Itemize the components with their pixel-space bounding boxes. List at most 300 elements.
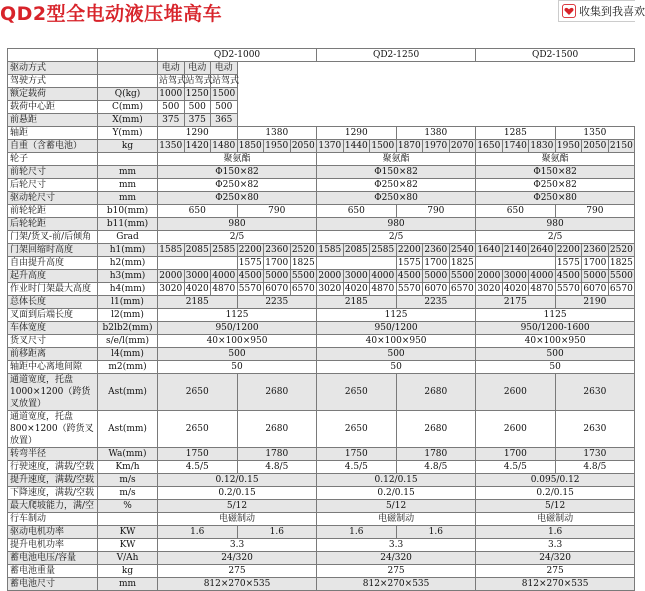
row-unit: l4(mm) <box>98 348 158 361</box>
value-cell: 1750 <box>158 448 238 461</box>
table-row <box>8 411 635 448</box>
value-cell: 2175 <box>476 296 556 309</box>
table-row <box>8 500 635 513</box>
header-cell <box>8 49 98 62</box>
row-label: 下降速度，满载/空载 <box>8 487 98 500</box>
row-unit: mm <box>98 192 158 205</box>
value-cell: 2360 <box>265 244 289 255</box>
row-label: 提升速度，满载/空载 <box>8 474 98 487</box>
row-label: 通道宽度，托盘 800×1200（跨货叉放置） <box>8 411 98 448</box>
row-unit: mm <box>98 578 158 591</box>
table-row <box>8 322 635 335</box>
value-cell: Φ250×80 <box>158 192 317 205</box>
table-row <box>8 526 635 539</box>
value-cell: 2680 <box>396 374 476 411</box>
row-label: 蓄电池电压/容量 <box>8 552 98 565</box>
value-cell: 980 <box>476 218 635 231</box>
table-row <box>8 153 635 166</box>
table-row <box>8 361 635 374</box>
row-label: 轮子 <box>8 153 98 166</box>
value-cell: 5570 <box>556 283 580 294</box>
value-cell: 1420 <box>185 140 209 151</box>
value-cell: 5570 <box>238 283 262 294</box>
value-cell: 5000 <box>265 270 289 281</box>
value-cell: 2185 <box>158 296 238 309</box>
row-label: 起升高度 <box>8 270 98 283</box>
row-label: 自重（含蓄电池） <box>8 140 98 153</box>
value-cell: 24/320 <box>158 552 317 565</box>
value-cell: 6570 <box>450 283 474 294</box>
value-cell: 站驾式 <box>159 75 187 86</box>
row-label: 前轮轮距 <box>8 205 98 218</box>
value-cell: Φ150×82 <box>476 166 635 179</box>
row-unit: Wa(mm) <box>98 448 158 461</box>
value-cell: 500 <box>158 101 185 114</box>
row-unit: h2(mm) <box>98 257 158 270</box>
row-label: 货叉尺寸 <box>8 335 98 348</box>
value-cell: 1870 <box>397 140 421 151</box>
row-unit: l2(mm) <box>98 309 158 322</box>
value-cell: 4.8/5 <box>396 461 476 474</box>
value-cell: 1700 <box>424 257 448 268</box>
value-cell: 4.8/5 <box>555 461 635 474</box>
row-unit: Ast(mm) <box>98 411 158 448</box>
value-cell: 2/5 <box>476 231 635 244</box>
table-row <box>8 231 635 244</box>
table-row <box>8 487 635 500</box>
value-cell: 5/12 <box>317 500 476 513</box>
table-row <box>8 127 635 140</box>
value-cell: 4870 <box>371 283 395 294</box>
table-row <box>8 114 635 127</box>
value-cell: 4000 <box>371 270 395 281</box>
heart-icon <box>562 4 576 18</box>
value-cell: 1740 <box>503 140 527 151</box>
table-row <box>8 374 635 411</box>
value-cell: 2200 <box>397 244 421 255</box>
row-label: 最大爬坡能力，满/空 <box>8 500 98 513</box>
value-cell: 0.095/0.12 <box>476 474 635 487</box>
value-cell: 812×270×535 <box>158 578 317 591</box>
table-row <box>8 283 635 296</box>
header-row <box>8 49 635 62</box>
value-cell: 1.6 <box>476 526 635 539</box>
row-unit: X(mm) <box>98 114 158 127</box>
row-unit <box>98 153 158 166</box>
value-cell: 0.12/0.15 <box>158 474 317 487</box>
value-cell: 站驾式 <box>185 75 213 86</box>
table-row <box>8 448 635 461</box>
value-cell: 1970 <box>424 140 448 151</box>
row-unit: m2(mm) <box>98 361 158 374</box>
value-cell: 2235 <box>237 296 317 309</box>
value-cell: 2680 <box>237 411 317 448</box>
value-cell: 812×270×535 <box>317 578 476 591</box>
value-cell: 980 <box>158 218 317 231</box>
row-unit: m/s <box>98 474 158 487</box>
value-cell: 3.3 <box>317 539 476 552</box>
table-row <box>8 244 635 257</box>
value-cell: 0.2/0.15 <box>317 487 476 500</box>
value-cell: 1370 <box>318 140 342 151</box>
row-label: 载荷中心距 <box>8 101 98 114</box>
table-row <box>8 461 635 474</box>
value-cell: 4000 <box>530 270 554 281</box>
page-title: QD2型全电动液压堆高车 <box>0 3 223 25</box>
row-label: 车体宽度 <box>8 322 98 335</box>
row-label: 门架回缩时高度 <box>8 244 98 257</box>
value-cell: 4.5/5 <box>476 461 556 474</box>
value-cell: 950/1200 <box>317 322 476 335</box>
value-cell: 1640 <box>477 244 501 255</box>
value-cell: 40×100×950 <box>158 335 317 348</box>
row-unit: C(mm) <box>98 101 158 114</box>
collect-button[interactable] <box>558 0 645 22</box>
row-label: 轴距 <box>8 127 98 140</box>
value-cell: 1440 <box>344 140 368 151</box>
value-cell: 2360 <box>583 244 607 255</box>
row-unit: Km/h <box>98 461 158 474</box>
value-cell: 2585 <box>212 244 236 255</box>
row-label: 后轮轮距 <box>8 218 98 231</box>
value-cell: 2185 <box>317 296 397 309</box>
value-cell: 0.2/0.15 <box>476 487 635 500</box>
value-cell: 2650 <box>317 374 397 411</box>
table-row <box>8 513 635 526</box>
value-cell <box>158 257 238 270</box>
row-label: 驱动电机功率 <box>8 526 98 539</box>
value-cell: 500 <box>476 348 635 361</box>
row-unit: m/s <box>98 487 158 500</box>
value-cell: 980 <box>317 218 476 231</box>
value-cell: 4870 <box>212 283 236 294</box>
table-row <box>8 565 635 578</box>
value-cell: 3020 <box>159 283 183 294</box>
value-cell: 1575 <box>397 257 421 268</box>
header-cell: QD2-1500 <box>476 49 635 62</box>
table-row <box>8 205 635 218</box>
table-row <box>8 140 635 153</box>
value-cell: 2585 <box>371 244 395 255</box>
row-unit: KW <box>98 539 158 552</box>
value-cell: 站驾式 <box>212 75 240 86</box>
value-cell: 650 <box>317 205 397 218</box>
value-cell: 4020 <box>503 283 527 294</box>
row-unit: KW <box>98 526 158 539</box>
value-cell: 3020 <box>477 283 501 294</box>
value-cell: 2200 <box>556 244 580 255</box>
table-row <box>8 75 635 88</box>
row-label: 转弯半径 <box>8 448 98 461</box>
value-cell: 1780 <box>396 448 476 461</box>
value-cell: 1500 <box>212 88 236 99</box>
table-row <box>8 296 635 309</box>
value-cell: 500 <box>158 348 317 361</box>
row-unit <box>98 75 158 88</box>
row-unit: Q(kg) <box>98 88 158 101</box>
table-row <box>8 578 635 591</box>
row-label: 叉面到后端长度 <box>8 309 98 322</box>
value-cell: 1825 <box>609 257 633 268</box>
value-cell: 275 <box>158 565 317 578</box>
spec-table <box>7 48 635 591</box>
value-cell: 1575 <box>238 257 262 268</box>
header-cell: QD2-1000 <box>158 49 317 62</box>
row-unit: % <box>98 500 158 513</box>
row-label: 前轮尺寸 <box>8 166 98 179</box>
value-cell: 2000 <box>477 270 501 281</box>
value-cell: 500 <box>211 101 238 114</box>
value-cell: 1700 <box>265 257 289 268</box>
value-cell: Φ250×80 <box>476 192 635 205</box>
value-cell: 3.3 <box>158 539 317 552</box>
row-label: 驱动方式 <box>8 62 98 75</box>
value-cell: 500 <box>184 101 211 114</box>
table-row <box>8 257 635 270</box>
value-cell: 3000 <box>344 270 368 281</box>
value-cell: 1825 <box>450 257 474 268</box>
row-label: 自由提升高度 <box>8 257 98 270</box>
table-row <box>8 166 635 179</box>
value-cell: 2140 <box>503 244 527 255</box>
value-cell: 5570 <box>397 283 421 294</box>
value-cell: Φ150×82 <box>317 166 476 179</box>
value-cell: 电磁制动 <box>476 513 635 526</box>
value-cell: 1285 <box>476 127 556 140</box>
value-cell: 1730 <box>555 448 635 461</box>
value-cell: 790 <box>555 205 635 218</box>
value-cell: 1290 <box>317 127 397 140</box>
value-cell: 聚氨酯 <box>476 153 635 166</box>
value-cell: 4000 <box>212 270 236 281</box>
value-cell: 1480 <box>212 140 236 151</box>
value-cell: 2150 <box>609 140 633 151</box>
value-cell: 5500 <box>609 270 633 281</box>
value-cell: 3020 <box>318 283 342 294</box>
value-cell: 1780 <box>237 448 317 461</box>
value-cell <box>317 257 397 270</box>
value-cell: 聚氨酯 <box>158 153 317 166</box>
value-cell: 2600 <box>476 374 556 411</box>
row-label: 通道宽度，托盘 1000×1200（跨货叉放置） <box>8 374 98 411</box>
value-cell: 1850 <box>238 140 262 151</box>
table-row <box>8 62 635 75</box>
value-cell: 2650 <box>158 374 238 411</box>
value-cell: 4500 <box>238 270 262 281</box>
table-row <box>8 539 635 552</box>
value-cell: 1575 <box>556 257 580 268</box>
value-cell: 40×100×950 <box>476 335 635 348</box>
value-cell: 2650 <box>158 411 238 448</box>
value-cell: 2630 <box>555 411 635 448</box>
value-cell: 24/320 <box>476 552 635 565</box>
value-cell: 1750 <box>317 448 397 461</box>
value-cell: 2200 <box>238 244 262 255</box>
value-cell: Φ250×80 <box>317 192 476 205</box>
value-cell: 6070 <box>424 283 448 294</box>
value-cell: Φ150×82 <box>158 166 317 179</box>
row-unit: h3(mm) <box>98 270 158 283</box>
value-cell: 50 <box>317 361 476 374</box>
value-cell: 3.3 <box>476 539 635 552</box>
value-cell: 0.2/0.15 <box>158 487 317 500</box>
value-cell: 50 <box>158 361 317 374</box>
value-cell: 1585 <box>318 244 342 255</box>
row-unit: l1(mm) <box>98 296 158 309</box>
value-cell: 2630 <box>555 374 635 411</box>
value-cell: 5000 <box>583 270 607 281</box>
value-cell: Φ250×82 <box>158 179 317 192</box>
value-cell: 500 <box>317 348 476 361</box>
row-label: 作业时门架最大高度 <box>8 283 98 296</box>
value-cell: 1950 <box>556 140 580 151</box>
value-cell: 2190 <box>555 296 635 309</box>
row-unit: b2lb2(mm) <box>98 322 158 335</box>
value-cell: 2085 <box>344 244 368 255</box>
value-cell: 1700 <box>476 448 556 461</box>
row-label: 前移距离 <box>8 348 98 361</box>
value-cell: 2680 <box>396 411 476 448</box>
value-cell: 1350 <box>555 127 635 140</box>
value-cell: 1700 <box>583 257 607 268</box>
value-cell: 0.12/0.15 <box>317 474 476 487</box>
row-label: 后轮尺寸 <box>8 179 98 192</box>
row-label: 蓄电池尺寸 <box>8 578 98 591</box>
value-cell: 电动 <box>211 62 238 75</box>
value-cell: 2360 <box>424 244 448 255</box>
table-row <box>8 552 635 565</box>
value-cell: 1000 <box>159 88 183 99</box>
row-unit: V/Ah <box>98 552 158 565</box>
row-label: 驾驶方式 <box>8 75 98 88</box>
value-cell: 聚氨酯 <box>317 153 476 166</box>
value-cell: 2000 <box>318 270 342 281</box>
table-row <box>8 270 635 283</box>
row-unit: mm <box>98 179 158 192</box>
row-label: 轴距中心离地间隙 <box>8 361 98 374</box>
value-cell: 4.5/5 <box>158 461 238 474</box>
value-cell: 4020 <box>344 283 368 294</box>
value-cell: 1290 <box>158 127 238 140</box>
value-cell: 375 <box>184 114 211 127</box>
value-cell: 1380 <box>396 127 476 140</box>
row-unit <box>98 62 158 75</box>
row-label: 提升电机功率 <box>8 539 98 552</box>
value-cell: 950/1200 <box>158 322 317 335</box>
row-label: 前悬距 <box>8 114 98 127</box>
value-cell: 2520 <box>609 244 633 255</box>
table-row <box>8 309 635 322</box>
value-cell <box>476 257 556 270</box>
value-cell: 4500 <box>397 270 421 281</box>
value-cell: 2000 <box>159 270 183 281</box>
row-label: 总体长度 <box>8 296 98 309</box>
table-row <box>8 192 635 205</box>
value-cell: Φ250×82 <box>476 179 635 192</box>
value-cell: 2/5 <box>158 231 317 244</box>
value-cell: 950/1200-1600 <box>476 322 635 335</box>
row-label: 行驶速度，满载/空载 <box>8 461 98 474</box>
value-cell: 6070 <box>583 283 607 294</box>
row-unit: Grad <box>98 231 158 244</box>
value-cell: 5/12 <box>158 500 317 513</box>
row-label: 门架/货叉-前/后倾角 <box>8 231 98 244</box>
value-cell: 电动 <box>184 62 211 75</box>
value-cell: 812×270×535 <box>476 578 635 591</box>
value-cell: 1125 <box>158 309 317 322</box>
value-cell: 1250 <box>185 88 209 99</box>
value-cell: 2050 <box>291 140 315 151</box>
value-cell: 1500 <box>371 140 395 151</box>
value-cell: 275 <box>476 565 635 578</box>
table-row <box>8 88 635 101</box>
header-cell: QD2-1250 <box>317 49 476 62</box>
value-cell: 1650 <box>477 140 501 151</box>
value-cell: 3000 <box>185 270 209 281</box>
row-label: 行车制动 <box>8 513 98 526</box>
row-unit: Y(mm) <box>98 127 158 140</box>
value-cell: 2050 <box>583 140 607 151</box>
value-cell: 2/5 <box>317 231 476 244</box>
value-cell: 650 <box>476 205 556 218</box>
row-unit: kg <box>98 565 158 578</box>
value-cell: 2520 <box>291 244 315 255</box>
row-unit <box>98 513 158 526</box>
row-unit: kg <box>98 140 158 153</box>
row-unit: s/e/l(mm) <box>98 335 158 348</box>
value-cell: 4.5/5 <box>317 461 397 474</box>
value-cell: 1380 <box>237 127 317 140</box>
table-row <box>8 335 635 348</box>
value-cell: 5500 <box>450 270 474 281</box>
value-cell: 2235 <box>396 296 476 309</box>
value-cell: 1125 <box>476 309 635 322</box>
table-row <box>8 101 635 114</box>
value-cell: 1.6 <box>396 526 476 539</box>
value-cell: 2085 <box>185 244 209 255</box>
value-cell: 6570 <box>609 283 633 294</box>
value-cell: 4500 <box>556 270 580 281</box>
header-cell <box>98 49 158 62</box>
value-cell: 1125 <box>317 309 476 322</box>
value-cell: 5/12 <box>476 500 635 513</box>
row-label: 驱动轮尺寸 <box>8 192 98 205</box>
value-cell: 790 <box>237 205 317 218</box>
row-unit: b10(mm) <box>98 205 158 218</box>
row-label: 额定载荷 <box>8 88 98 101</box>
value-cell: 5500 <box>291 270 315 281</box>
value-cell: 365 <box>211 114 238 127</box>
value-cell: 2600 <box>476 411 556 448</box>
value-cell: 2680 <box>237 374 317 411</box>
table-row <box>8 179 635 192</box>
value-cell: 1.6 <box>317 526 397 539</box>
value-cell: 790 <box>396 205 476 218</box>
value-cell: 1585 <box>159 244 183 255</box>
value-cell: 50 <box>476 361 635 374</box>
value-cell: 375 <box>158 114 185 127</box>
value-cell: 4870 <box>530 283 554 294</box>
value-cell: 电磁制动 <box>158 513 317 526</box>
row-unit: h4(mm) <box>98 283 158 296</box>
row-unit: Ast(mm) <box>98 374 158 411</box>
value-cell: 2070 <box>450 140 474 151</box>
value-cell: 2640 <box>530 244 554 255</box>
value-cell: 650 <box>158 205 238 218</box>
row-unit: b11(mm) <box>98 218 158 231</box>
value-cell: 1825 <box>291 257 315 268</box>
value-cell: 3000 <box>503 270 527 281</box>
